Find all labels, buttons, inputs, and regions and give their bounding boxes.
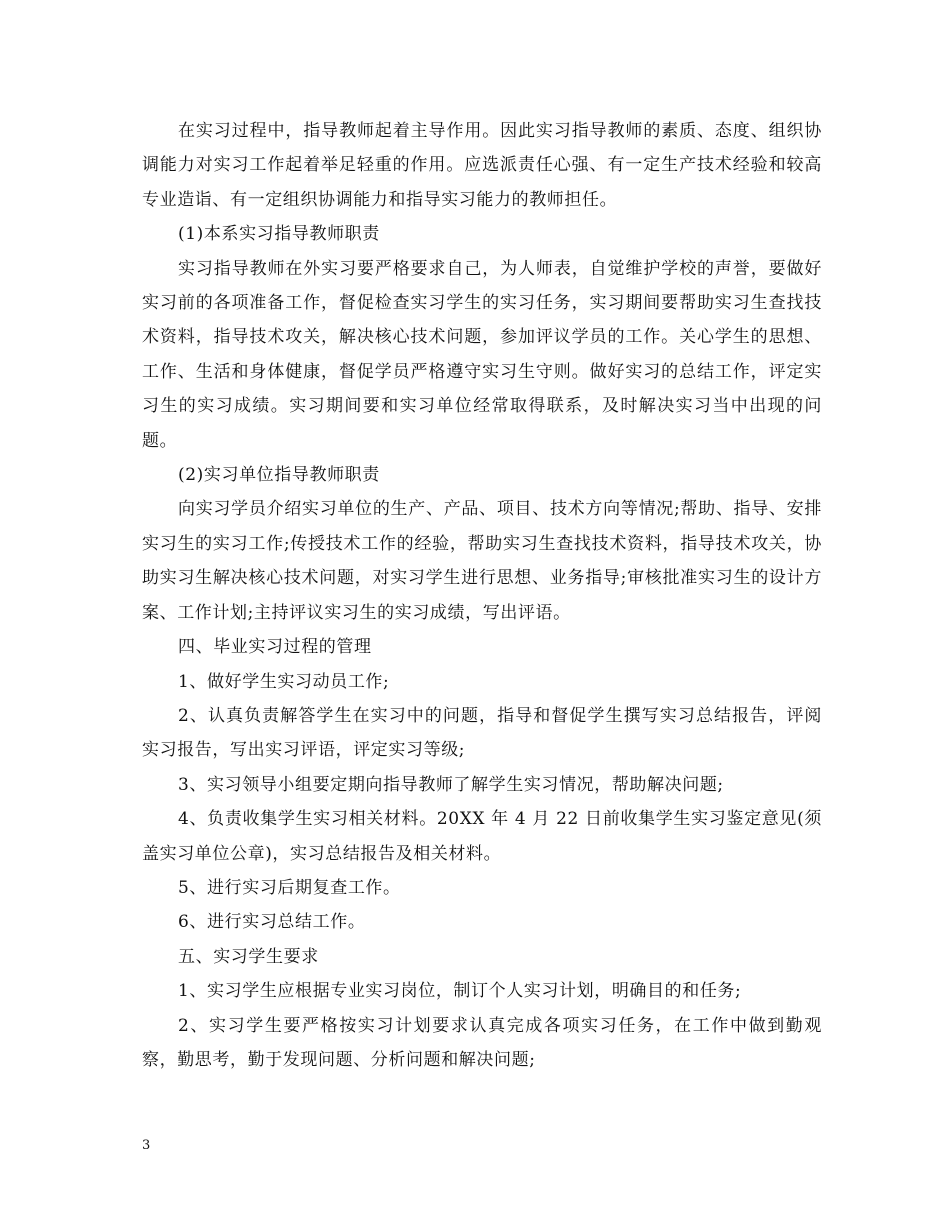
heading-unit-instructor-duties: (2)实习单位指导教师职责: [178, 465, 380, 486]
page-number: 3: [142, 1138, 151, 1153]
heading-department-instructor-duties: (1)本系实习指导教师职责: [178, 224, 380, 245]
paragraph-unit-instructor-duties: 向实习学员介绍实习单位的生产、产品、项目、技术方向等情况;帮助、指导、安排实习生的实习工作;传授技术工作的经验，帮助实习生查找技术资料，指导技术攻关，协助实习生解决核心技术问题，对实习学生进行思想、业务指导;审核批准实习生的设计方案、工作计划;主持评议实习生的实习成绩，写出评语。: [142, 499, 822, 623]
paragraph-intro: 在实习过程中，指导教师起着主导作用。因此实习指导教师的素质、态度、组织协调能力对实习工作起着举足轻重的作用。应选派责任心强、有一定生产技术经验和较高专业造诣、有一定组织协调能力和指导实习能力的教师担任。: [142, 121, 822, 210]
list-item-management-6: 6、进行实习总结工作。: [178, 912, 366, 933]
document-body: [142, 114, 822, 1077]
list-item-management-4: 4、负责收集学生实习相关材料。20XX 年 4 月 22 日前收集学生实习鉴定意见(须盖实习单位公章)，实习总结报告及相关材料。: [142, 809, 822, 864]
list-item-management-1: 1、做好学生实习动员工作;: [178, 671, 390, 692]
list-item-requirement-1: 1、实习学生应根据专业实习岗位，制订个人实习计划，明确目的和任务;: [178, 981, 742, 1002]
heading-internship-management: 四、毕业实习过程的管理: [178, 637, 372, 658]
list-item-management-3: 3、实习领导小组要定期向指导教师了解学生实习情况，帮助解决问题;: [178, 774, 724, 795]
list-item-requirement-2: 2、实习学生要严格按实习计划要求认真完成各项实习任务，在工作中做到勤观察，勤思考，勤于发现问题、分析问题和解决问题;: [142, 1015, 822, 1070]
list-item-management-2: 2、认真负责解答学生在实习中的问题，指导和督促学生撰写实习总结报告，评阅实习报告，写出实习评语，评定实习等级;: [142, 705, 822, 761]
paragraph-department-instructor-duties: 实习指导教师在外实习要严格要求自己，为人师表，自觉维护学校的声誉，要做好实习前的各项准备工作，督促检查实习学生的实习任务，实习期间要帮助实习生查找技术资料，指导技术攻关，解决核心技术问题，参加评议学员的工作。关心学生的思想、工作、生活和身体健康，督促学员严格遵守实习生守则。做好实习的总结工作，评定实习生的实习成绩。实习期间要和实习单位经常取得联系，及时解决实习当中出现的问题。: [142, 258, 822, 451]
heading-student-requirements: 五、实习学生要求: [178, 946, 319, 967]
list-item-management-5: 5、进行实习后期复查工作。: [178, 877, 401, 898]
